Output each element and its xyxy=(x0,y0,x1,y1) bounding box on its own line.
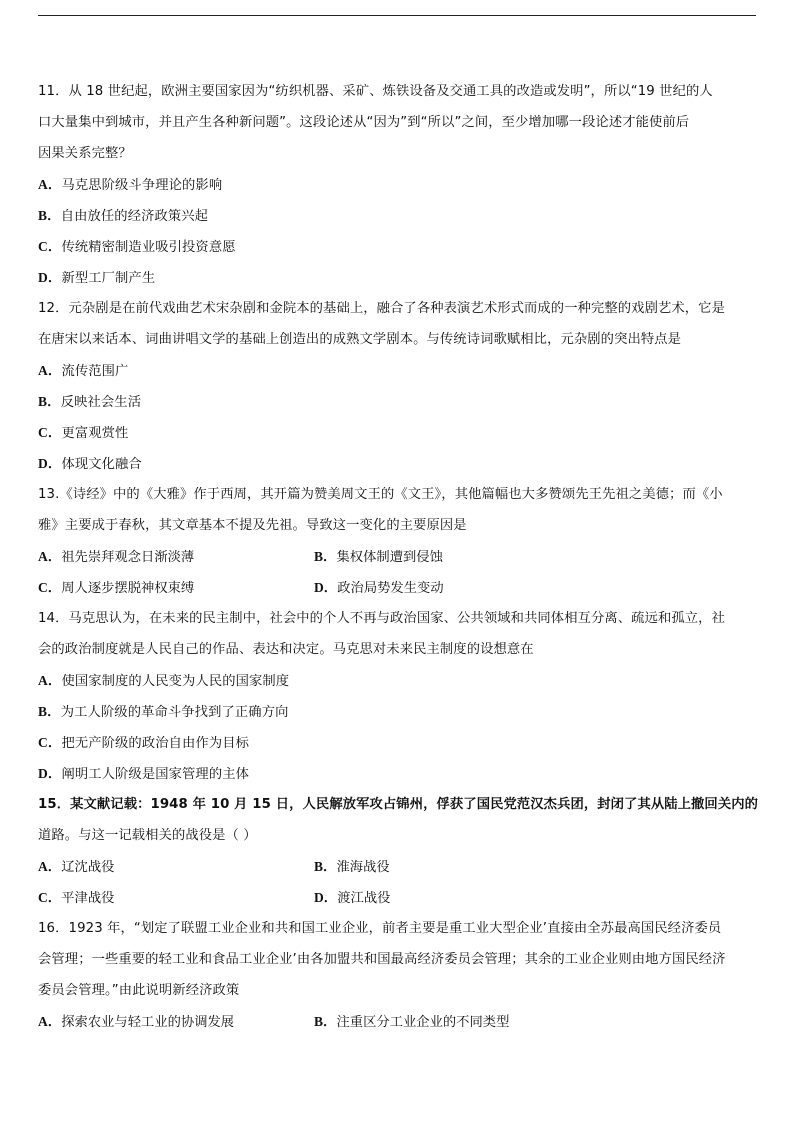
option-d xyxy=(314,572,590,603)
option-text: 祖先崇拜观念日渐淡薄 xyxy=(61,550,195,565)
question-stem-line: 会的政治制度就是人民自己的作品、表达和决定。马克思对未来民主制度的设想意在 xyxy=(38,642,534,657)
question-stem-line: 14．马克思认为，在未来的民主制中，社会中的个人不再与政治国家、公共领域和共同体相互分离、疏远和孤立，社 xyxy=(38,611,725,626)
question-16 xyxy=(38,913,756,1037)
option-text: 传统精密制造业吸引投资意愿 xyxy=(61,240,236,255)
option-b xyxy=(38,696,756,727)
option-row xyxy=(38,882,756,913)
option-c xyxy=(38,572,314,603)
question-15 xyxy=(38,789,759,913)
option-label: C． xyxy=(38,735,62,750)
question-12 xyxy=(38,293,756,479)
option-text: 把无产阶级的政治自由作为目标 xyxy=(61,736,250,751)
option-d xyxy=(314,882,590,913)
header-rule xyxy=(38,15,756,16)
option-label: B． xyxy=(314,1014,337,1029)
question-11 xyxy=(38,76,756,293)
option-text: 探索农业与轻工业的协调发展 xyxy=(61,1015,235,1030)
option-text: 平津战役 xyxy=(61,891,115,906)
question-14 xyxy=(38,603,756,789)
option-a xyxy=(38,169,756,200)
option-label: D． xyxy=(38,766,62,781)
option-b xyxy=(314,1006,590,1037)
option-text: 辽沈战役 xyxy=(61,860,115,875)
option-d xyxy=(38,448,756,479)
option-label: B． xyxy=(38,208,61,223)
question-stem-line: 在唐宋以来话本、词曲讲唱文学的基础上创造出的成熟文学剧本。与传统诗词歌赋相比，元杂剧的突出特点是 xyxy=(38,332,682,347)
option-text: 体现文化融合 xyxy=(61,457,142,472)
option-row xyxy=(38,1006,756,1037)
option-b xyxy=(38,386,756,417)
option-text: 阐明工人阶级是国家管理的主体 xyxy=(61,767,250,782)
option-text: 为工人阶级的革命斗争找到了正确方向 xyxy=(60,705,289,720)
option-text: 政治局势发生变动 xyxy=(337,581,444,596)
option-label: C． xyxy=(38,239,62,254)
option-row xyxy=(38,541,756,572)
option-label: A． xyxy=(38,673,62,688)
option-a xyxy=(38,1006,314,1037)
option-a xyxy=(38,541,314,572)
option-text: 反映社会生活 xyxy=(60,395,142,410)
option-label: A． xyxy=(38,177,62,192)
question-stem-line: 会管理；一些重要的轻工业和食品工业企业’由各加盟共和国最高经济委员会管理；其余的工业企业则由地方国民经济 xyxy=(38,952,726,967)
option-text: 马克思阶级斗争理论的影响 xyxy=(61,178,223,193)
option-d xyxy=(38,262,756,293)
option-label: C． xyxy=(38,890,62,905)
option-text: 流传范围广 xyxy=(61,364,129,379)
option-c xyxy=(38,231,756,262)
question-13 xyxy=(38,479,756,603)
question-stem-line: 道路。与这一记载相关的战役是（ ） xyxy=(38,828,257,843)
question-stem-line: 委员会管理。”由此说明新经济政策 xyxy=(38,983,240,998)
question-stem-line: 因果关系完整？ xyxy=(38,146,132,161)
option-label: A． xyxy=(38,1014,62,1029)
option-label: D． xyxy=(38,270,62,285)
option-a xyxy=(38,355,756,386)
option-label: C． xyxy=(38,425,62,440)
option-a xyxy=(38,665,756,696)
question-stem-line: 15．某文献记载：1948 年 10 月 15 日，人民解放军攻占锦州，俘获了国民党范汉杰兵团，封闭了其从陆上撤回关内的 xyxy=(38,797,759,812)
option-label: A． xyxy=(38,859,62,874)
option-text: 注重区分工业企业的不同类型 xyxy=(336,1015,510,1030)
option-text: 集权体制遭到侵蚀 xyxy=(336,550,443,565)
option-c xyxy=(38,882,314,913)
option-text: 周人逐步摆脱神权束缚 xyxy=(61,581,195,596)
option-label: A． xyxy=(38,549,62,564)
option-b xyxy=(38,200,756,231)
option-text: 新型工厂制产生 xyxy=(61,271,156,286)
option-label: B． xyxy=(314,859,337,874)
question-stem-line: 雅》主要成于春秋，其文章基本不提及先祖。导致这一变化的主要原因是 xyxy=(38,518,467,533)
option-a xyxy=(38,851,314,882)
option-text: 自由放任的经济政策兴起 xyxy=(60,209,209,224)
question-stem-line: 16．1923 年，“划定了联盟工业企业和共和国工业企业，前者主要是重工业大型企业’直接由全苏最高国民经济委员 xyxy=(38,921,722,936)
option-label: B． xyxy=(38,394,61,409)
option-text: 更富观赏性 xyxy=(61,426,129,441)
option-b xyxy=(314,851,590,882)
option-text: 淮海战役 xyxy=(336,860,390,875)
option-label: D． xyxy=(38,456,62,471)
option-label: A． xyxy=(38,363,62,378)
question-stem-line: 11．从 18 世纪起，欧洲主要国家因为“纺织机器、采矿、炼铁设备及交通工具的改造或发明”，所以“19 世纪的人 xyxy=(38,84,713,99)
option-c xyxy=(38,727,756,758)
option-d xyxy=(38,758,756,789)
option-text: 使国家制度的人民变为人民的国家制度 xyxy=(61,674,290,689)
option-row xyxy=(38,851,756,882)
option-label: D． xyxy=(314,890,338,905)
question-stem-line: 口大量集中到城市，并且产生各种新问题”。这段论述从“因为”到“所以”之间，至少增加哪一段论述才能使前后 xyxy=(38,115,690,130)
option-text: 渡江战役 xyxy=(337,891,391,906)
option-label: B． xyxy=(38,704,61,719)
option-label: D． xyxy=(314,580,338,595)
question-list xyxy=(38,76,759,1037)
question-stem-line: 13.《诗经》中的《大雅》作于西周，其开篇为赞美周文王的《文王》，其他篇幅也大多赞颂先王先祖之美德；而《小 xyxy=(38,487,723,502)
option-label: B． xyxy=(314,549,337,564)
question-stem-line: 12．元杂剧是在前代戏曲艺术宋杂剧和金院本的基础上，融合了各种表演艺术形式而成的一种完整的戏剧艺术，它是 xyxy=(38,301,725,316)
option-row xyxy=(38,572,756,603)
option-label: C． xyxy=(38,580,62,595)
option-c xyxy=(38,417,756,448)
option-b xyxy=(314,541,590,572)
